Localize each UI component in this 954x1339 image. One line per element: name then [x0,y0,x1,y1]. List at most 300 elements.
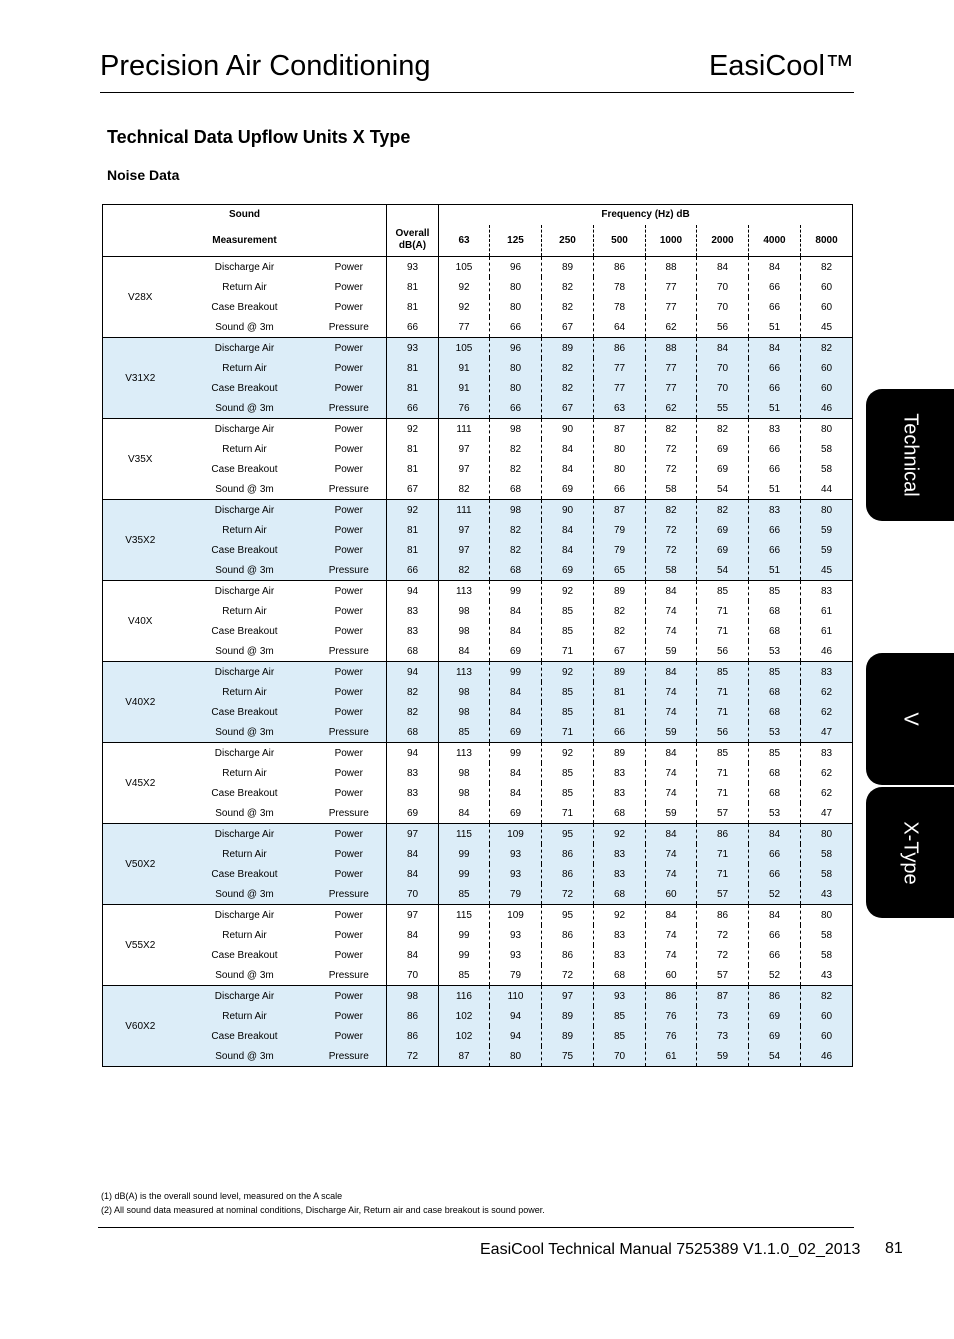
band-cell: 56 [697,641,749,662]
band-cell: 84 [749,824,801,845]
type-cell: Power [312,783,387,803]
type-cell: Pressure [312,1046,387,1067]
band-cell: 71 [697,601,749,621]
band-cell: 84 [749,257,801,278]
band-cell: 109 [490,824,542,845]
band-cell: 86 [542,945,594,965]
band-cell: 62 [801,783,853,803]
band-cell: 85 [542,702,594,722]
band-cell: 79 [594,520,646,540]
overall-cell: 66 [387,560,439,581]
type-cell: Power [312,621,387,641]
band-cell: 80 [490,277,542,297]
band-cell: 86 [697,905,749,926]
band-cell: 91 [439,378,490,398]
band-cell: 79 [490,884,542,905]
band-cell: 47 [801,803,853,824]
overall-cell: 83 [387,621,439,641]
band-cell: 111 [439,500,490,521]
table-row [103,500,853,521]
table-row [103,763,853,783]
header-band: 63 [439,225,490,257]
band-cell: 80 [490,297,542,317]
band-cell: 74 [646,783,697,803]
band-cell: 83 [801,743,853,764]
measurement-cell: Return Air [178,925,312,945]
band-cell: 84 [490,783,542,803]
band-cell: 76 [646,1006,697,1026]
type-cell: Pressure [312,965,387,986]
band-cell: 70 [697,277,749,297]
band-cell: 69 [490,641,542,662]
measurement-cell: Discharge Air [178,662,312,683]
band-cell: 66 [749,540,801,560]
model-group [103,986,853,1067]
band-cell: 59 [646,803,697,824]
band-cell: 98 [490,419,542,440]
band-cell: 99 [439,844,490,864]
header-band: 500 [594,225,646,257]
measurement-cell: Return Air [178,601,312,621]
band-cell: 89 [542,1006,594,1026]
band-cell: 68 [749,763,801,783]
band-cell: 67 [542,317,594,338]
measurement-cell: Sound @ 3m [178,803,312,824]
band-cell: 76 [439,398,490,419]
measurement-cell: Sound @ 3m [178,965,312,986]
table-row [103,722,853,743]
band-cell: 93 [490,844,542,864]
type-cell: Power [312,864,387,884]
band-cell: 89 [542,1026,594,1046]
band-cell: 113 [439,743,490,764]
table-row [103,925,853,945]
type-cell: Power [312,743,387,764]
band-cell: 82 [646,500,697,521]
band-cell: 51 [749,317,801,338]
band-cell: 84 [542,520,594,540]
band-cell: 85 [542,763,594,783]
band-cell: 73 [697,1006,749,1026]
band-cell: 66 [749,378,801,398]
type-cell: Power [312,297,387,317]
band-cell: 68 [749,702,801,722]
overall-cell: 97 [387,905,439,926]
band-cell: 99 [490,743,542,764]
band-cell: 86 [749,986,801,1007]
model-cell: V35X [103,419,178,500]
band-cell: 85 [697,581,749,602]
model-cell: V40X [103,581,178,662]
type-cell: Pressure [312,560,387,581]
header-title-right: EasiCool™ [708,50,854,82]
band-cell: 96 [490,338,542,359]
model-group [103,824,853,905]
band-cell: 66 [749,459,801,479]
header-title-left: Precision Air Conditioning [100,50,431,82]
band-cell: 53 [749,641,801,662]
model-group [103,338,853,419]
band-cell: 70 [697,378,749,398]
band-cell: 89 [594,581,646,602]
measurement-cell: Return Air [178,682,312,702]
band-cell: 46 [801,398,853,419]
band-cell: 90 [542,500,594,521]
band-cell: 62 [801,682,853,702]
band-cell: 72 [542,965,594,986]
tab-v-label: V [899,712,922,726]
table-row [103,358,853,378]
overall-cell: 81 [387,520,439,540]
overall-cell: 67 [387,479,439,500]
band-cell: 60 [646,965,697,986]
overall-cell: 81 [387,277,439,297]
header-band: 4000 [749,225,801,257]
band-cell: 84 [490,621,542,641]
type-cell: Power [312,662,387,683]
band-cell: 84 [490,763,542,783]
band-cell: 95 [542,905,594,926]
measurement-cell: Case Breakout [178,1026,312,1046]
measurement-cell: Return Air [178,1006,312,1026]
band-cell: 82 [542,358,594,378]
band-cell: 81 [594,702,646,722]
band-cell: 72 [646,459,697,479]
overall-cell: 66 [387,398,439,419]
band-cell: 68 [749,682,801,702]
overall-cell: 83 [387,763,439,783]
overall-cell: 84 [387,925,439,945]
footnote-1: (1) dB(A) is the overall sound level, measured on the A scale [101,1191,343,1201]
tab-x-type[interactable] [866,787,954,918]
model-group [103,905,853,986]
band-cell: 89 [594,743,646,764]
header-frequency: Frequency (Hz) dB [439,205,853,225]
band-cell: 62 [646,317,697,338]
overall-cell: 70 [387,965,439,986]
band-cell: 69 [697,520,749,540]
overall-cell: 86 [387,1026,439,1046]
band-cell: 58 [646,479,697,500]
band-cell: 61 [801,601,853,621]
band-cell: 85 [439,722,490,743]
overall-cell: 84 [387,844,439,864]
band-cell: 77 [646,358,697,378]
table-row [103,621,853,641]
tab-technical[interactable] [866,389,954,521]
band-cell: 79 [490,965,542,986]
table-row [103,419,853,440]
band-cell: 53 [749,803,801,824]
overall-cell: 68 [387,641,439,662]
band-cell: 66 [749,864,801,884]
model-cell: V28X [103,257,178,338]
band-cell: 88 [646,338,697,359]
band-cell: 89 [542,338,594,359]
measurement-cell: Case Breakout [178,540,312,560]
band-cell: 85 [439,884,490,905]
band-cell: 86 [697,824,749,845]
type-cell: Power [312,419,387,440]
band-cell: 102 [439,1026,490,1046]
table-row [103,601,853,621]
header-band: 250 [542,225,594,257]
band-cell: 79 [594,540,646,560]
band-cell: 80 [490,378,542,398]
band-cell: 83 [594,783,646,803]
type-cell: Power [312,601,387,621]
band-cell: 85 [697,743,749,764]
measurement-cell: Case Breakout [178,702,312,722]
overall-cell: 94 [387,662,439,683]
band-cell: 80 [801,500,853,521]
type-cell: Power [312,824,387,845]
measurement-cell: Discharge Air [178,500,312,521]
band-cell: 113 [439,662,490,683]
band-cell: 80 [801,824,853,845]
band-cell: 84 [697,338,749,359]
type-cell: Power [312,1026,387,1046]
footer-rule [98,1227,854,1228]
band-cell: 94 [490,1026,542,1046]
model-group [103,500,853,581]
type-cell: Power [312,844,387,864]
band-cell: 51 [749,398,801,419]
band-cell: 82 [697,500,749,521]
tab-x-type-label: X-Type [899,820,922,885]
band-cell: 62 [646,398,697,419]
overall-cell: 72 [387,1046,439,1067]
band-cell: 82 [490,439,542,459]
band-cell: 80 [801,419,853,440]
table-row [103,803,853,824]
table-row [103,783,853,803]
table-row [103,702,853,722]
measurement-cell: Return Air [178,439,312,459]
band-cell: 69 [542,479,594,500]
band-cell: 78 [594,297,646,317]
band-cell: 96 [490,257,542,278]
band-cell: 93 [594,986,646,1007]
band-cell: 82 [697,419,749,440]
type-cell: Power [312,540,387,560]
band-cell: 74 [646,601,697,621]
band-cell: 115 [439,824,490,845]
model-group [103,743,853,824]
band-cell: 98 [439,621,490,641]
band-cell: 51 [749,560,801,581]
band-cell: 43 [801,884,853,905]
band-cell: 92 [542,662,594,683]
table-row [103,297,853,317]
band-cell: 74 [646,864,697,884]
band-cell: 56 [697,722,749,743]
band-cell: 82 [490,540,542,560]
band-cell: 66 [594,479,646,500]
band-cell: 59 [801,520,853,540]
band-cell: 71 [542,803,594,824]
band-cell: 69 [542,560,594,581]
band-cell: 84 [490,601,542,621]
band-cell: 57 [697,884,749,905]
overall-cell: 92 [387,419,439,440]
band-cell: 91 [439,358,490,378]
band-cell: 59 [646,722,697,743]
band-cell: 71 [697,783,749,803]
table-row [103,743,853,764]
band-cell: 67 [594,641,646,662]
type-cell: Power [312,581,387,602]
type-cell: Pressure [312,398,387,419]
overall-cell: 81 [387,378,439,398]
type-cell: Power [312,702,387,722]
table-row [103,479,853,500]
band-cell: 85 [542,682,594,702]
band-cell: 83 [594,925,646,945]
table-row [103,641,853,662]
measurement-cell: Discharge Air [178,986,312,1007]
band-cell: 82 [542,378,594,398]
band-cell: 51 [749,479,801,500]
band-cell: 66 [749,297,801,317]
band-cell: 68 [749,621,801,641]
tab-technical-label: Technical [899,413,922,497]
type-cell: Pressure [312,884,387,905]
band-cell: 46 [801,1046,853,1067]
band-cell: 71 [697,621,749,641]
band-cell: 58 [801,925,853,945]
band-cell: 69 [697,439,749,459]
band-cell: 85 [439,965,490,986]
table-row [103,1046,853,1067]
band-cell: 87 [594,500,646,521]
tab-v[interactable] [866,653,954,785]
type-cell: Pressure [312,803,387,824]
table-row [103,540,853,560]
type-cell: Power [312,986,387,1007]
band-cell: 57 [697,965,749,986]
band-cell: 72 [646,540,697,560]
band-cell: 82 [646,419,697,440]
band-cell: 66 [749,925,801,945]
noise-data-table [102,204,853,1067]
overall-cell: 81 [387,297,439,317]
band-cell: 71 [697,763,749,783]
band-cell: 56 [697,317,749,338]
band-cell: 59 [646,641,697,662]
table-row [103,1006,853,1026]
measurement-cell: Case Breakout [178,297,312,317]
band-cell: 66 [749,277,801,297]
band-cell: 58 [801,459,853,479]
band-cell: 80 [594,439,646,459]
band-cell: 68 [490,560,542,581]
table-row [103,317,853,338]
type-cell: Power [312,945,387,965]
model-group [103,257,853,338]
measurement-cell: Return Air [178,844,312,864]
band-cell: 82 [439,479,490,500]
band-cell: 53 [749,722,801,743]
band-cell: 83 [801,581,853,602]
band-cell: 85 [697,662,749,683]
band-cell: 66 [749,439,801,459]
type-cell: Power [312,358,387,378]
header-band: 8000 [801,225,853,257]
band-cell: 74 [646,682,697,702]
band-cell: 99 [439,925,490,945]
band-cell: 45 [801,560,853,581]
table-row [103,1026,853,1046]
measurement-cell: Discharge Air [178,257,312,278]
measurement-cell: Return Air [178,358,312,378]
overall-cell: 93 [387,338,439,359]
band-cell: 82 [801,338,853,359]
model-cell: V40X2 [103,662,178,743]
band-cell: 86 [542,844,594,864]
type-cell: Power [312,763,387,783]
band-cell: 93 [490,925,542,945]
band-cell: 55 [697,398,749,419]
band-cell: 66 [490,398,542,419]
band-cell: 82 [542,277,594,297]
band-cell: 44 [801,479,853,500]
band-cell: 80 [594,459,646,479]
band-cell: 97 [439,520,490,540]
band-cell: 75 [542,1046,594,1067]
band-cell: 65 [594,560,646,581]
table-row [103,965,853,986]
type-cell: Pressure [312,479,387,500]
measurement-cell: Case Breakout [178,621,312,641]
model-cell: V31X2 [103,338,178,419]
measurement-cell: Sound @ 3m [178,1046,312,1067]
band-cell: 72 [646,520,697,540]
band-cell: 99 [490,662,542,683]
band-cell: 97 [439,540,490,560]
overall-cell: 94 [387,743,439,764]
measurement-cell: Sound @ 3m [178,884,312,905]
band-cell: 82 [542,297,594,317]
band-cell: 99 [439,945,490,965]
band-cell: 97 [439,439,490,459]
band-cell: 68 [490,479,542,500]
band-cell: 43 [801,965,853,986]
band-cell: 74 [646,621,697,641]
band-cell: 58 [801,439,853,459]
table-row [103,581,853,602]
band-cell: 74 [646,702,697,722]
band-cell: 69 [490,722,542,743]
band-cell: 85 [542,601,594,621]
band-cell: 89 [542,257,594,278]
band-cell: 70 [697,358,749,378]
band-cell: 85 [749,581,801,602]
band-cell: 84 [542,459,594,479]
band-cell: 60 [801,277,853,297]
band-cell: 97 [542,986,594,1007]
band-cell: 84 [542,439,594,459]
band-cell: 109 [490,905,542,926]
band-cell: 63 [594,398,646,419]
band-cell: 86 [542,925,594,945]
band-cell: 84 [697,257,749,278]
overall-cell: 84 [387,945,439,965]
measurement-cell: Discharge Air [178,824,312,845]
band-cell: 71 [697,682,749,702]
measurement-cell: Return Air [178,520,312,540]
band-cell: 54 [697,479,749,500]
